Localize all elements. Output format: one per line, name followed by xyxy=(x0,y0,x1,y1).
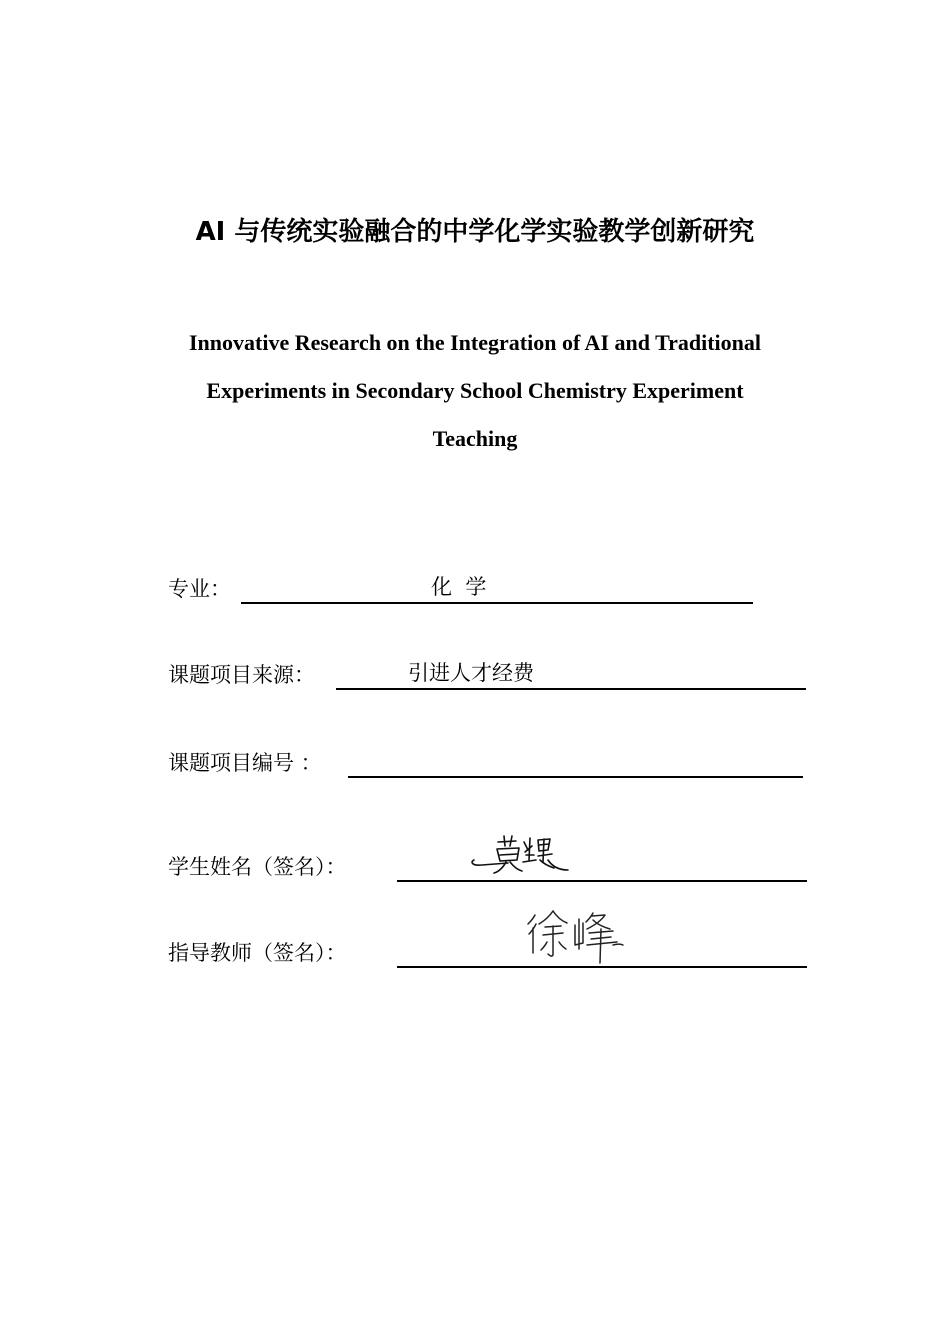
student-signature-underline xyxy=(397,880,807,882)
project-source-value: 引进人才经费 xyxy=(408,661,534,685)
major-field xyxy=(168,572,768,604)
project-source-label: 课题项目来源： xyxy=(168,663,315,687)
major-label: 专业： xyxy=(168,577,231,601)
english-title-line-1: Innovative Research on the Integration of AI and Traditional xyxy=(188,330,762,355)
project-source-underline xyxy=(336,688,806,690)
advisor-signature-image xyxy=(525,905,625,965)
student-signature-label: 学生姓名（签名）： xyxy=(168,855,347,879)
advisor-signature-label: 指导教师（签名）： xyxy=(168,941,347,965)
advisor-signature-field xyxy=(168,936,808,968)
advisor-signature-underline xyxy=(397,966,807,968)
student-signature-image xyxy=(468,830,578,880)
major-value: 化 学 xyxy=(431,575,487,599)
chinese-title: AI 与传统实验融合的中学化学实验教学创新研究 xyxy=(195,217,755,247)
project-number-label: 课题项目编号 ： xyxy=(168,751,322,775)
english-title-line-3: Teaching xyxy=(432,426,518,451)
english-title-line-2: Experiments in Secondary School Chemistry Experiment xyxy=(206,378,744,403)
major-underline xyxy=(241,602,753,604)
project-number-underline xyxy=(348,776,803,778)
project-source-field xyxy=(168,658,808,690)
project-number-field xyxy=(168,746,808,778)
